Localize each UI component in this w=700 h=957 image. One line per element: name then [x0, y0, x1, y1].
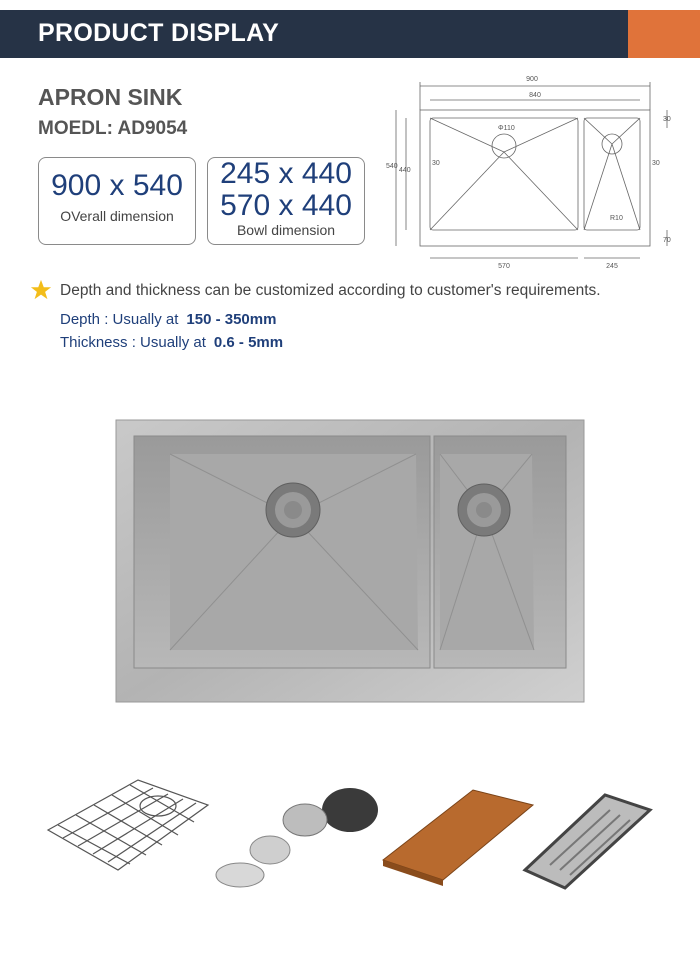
dim-r10: R10 — [610, 215, 623, 222]
star-icon — [30, 279, 52, 301]
dim-540: 540 — [386, 163, 398, 170]
technical-drawing — [380, 72, 680, 272]
depth-value: 150 - 350mm — [186, 311, 277, 328]
header-accent — [628, 10, 700, 58]
cutting-board-image — [378, 770, 538, 910]
bowl-dimension-label: Bowl dimension — [236, 222, 336, 238]
dim-245: 245 — [606, 263, 618, 270]
thickness-spec — [60, 334, 283, 351]
dim-440: 440 — [399, 167, 411, 174]
dim-right-30: 30 — [652, 160, 660, 167]
overall-dimension-box — [38, 157, 196, 245]
product-model: MOEDL: AD9054 — [38, 118, 188, 139]
thickness-label: Thickness : Usually at — [60, 334, 206, 351]
header-bar — [0, 10, 700, 58]
customization-note: Depth and thickness can be customized according to customer's requirements. — [60, 282, 601, 299]
depth-spec — [60, 311, 276, 328]
bottom-grid-image — [38, 770, 213, 910]
overall-dimension-value: 900 x 540 — [51, 169, 183, 202]
dim-left-30: 30 — [432, 160, 440, 167]
bowl-dimension-value-2: 570 x 440 — [220, 189, 352, 222]
sink-photo — [114, 418, 586, 704]
page-title: PRODUCT DISPLAY — [38, 19, 280, 47]
dim-70: 70 — [663, 237, 671, 244]
dim-900: 900 — [526, 76, 538, 83]
thickness-value: 0.6 - 5mm — [213, 334, 284, 351]
depth-label: Depth : Usually at — [60, 311, 179, 328]
product-name: APRON SINK — [38, 84, 183, 110]
strainer-image — [210, 770, 385, 910]
bowl-dimension-box — [207, 157, 365, 245]
colander-image — [520, 770, 655, 910]
dim-drain: Φ110 — [498, 125, 515, 132]
bowl-dimension-value-1: 245 x 440 — [220, 157, 352, 190]
dim-570: 570 — [498, 263, 510, 270]
dim-840: 840 — [529, 92, 541, 99]
dim-top-30: 30 — [663, 116, 671, 123]
overall-dimension-label: OVerall dimension — [60, 208, 174, 224]
